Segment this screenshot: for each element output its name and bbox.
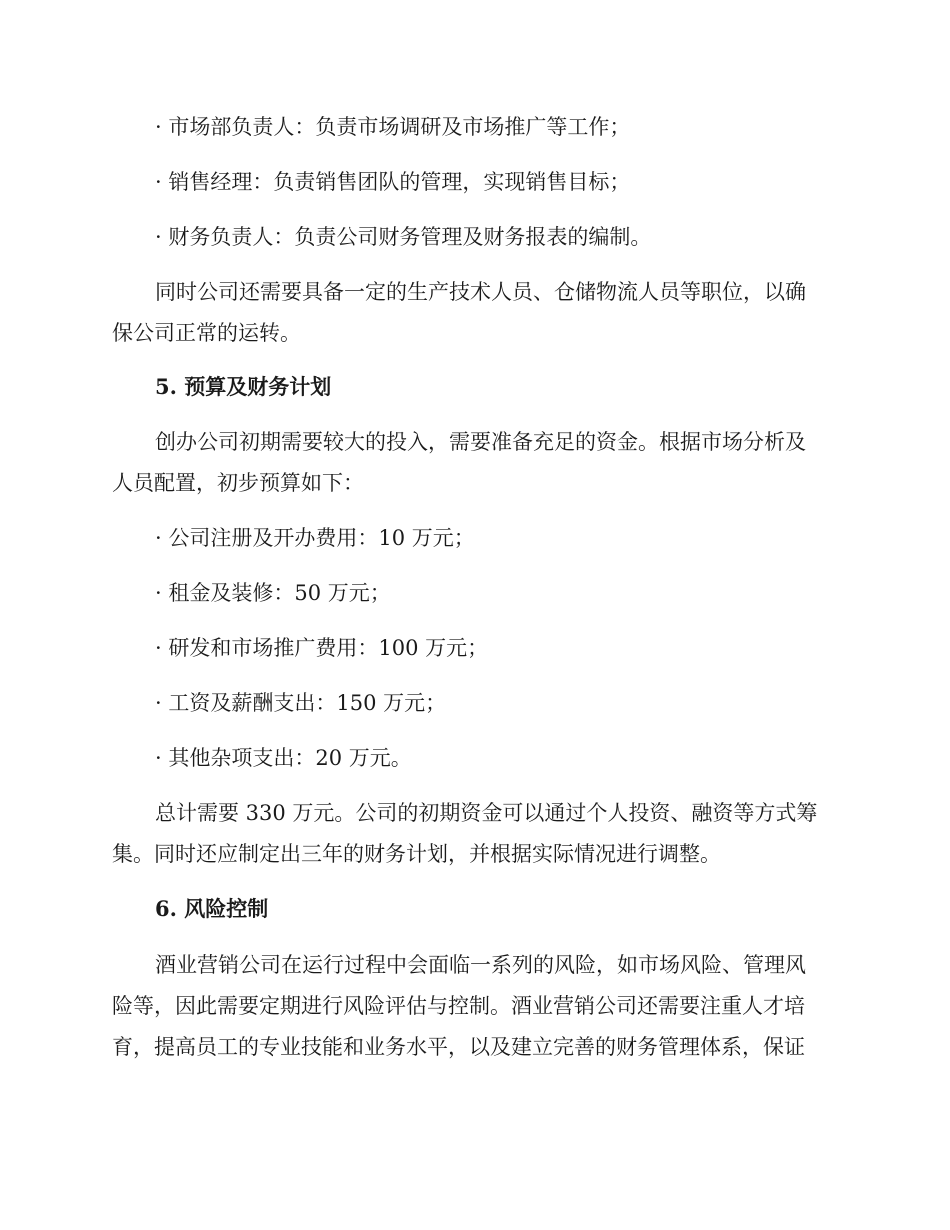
list-item-rent-cost: · 租金及装修：50 万元； (155, 581, 391, 605)
section-heading-risk: 6. 风险控制 (155, 896, 269, 921)
paragraph-staff-line-2: 保公司正常的运转。 (112, 321, 301, 345)
paragraph-budget-intro-line-2: 人员配置，初步预算如下： (112, 471, 364, 495)
list-item-rd-marketing-cost: · 研发和市场推广费用：100 万元； (155, 636, 489, 660)
list-item-marketing-head: · 市场部负责人：负责市场调研及市场推广等工作； (155, 115, 631, 139)
list-item-salary-cost: · 工资及薪酬支出：150 万元； (155, 691, 447, 715)
paragraph-risk-line-2: 险等，因此需要定期进行风险评估与控制。酒业营销公司还需要注重人才培 (112, 994, 805, 1018)
paragraph-total-line-1: 总计需要 330 万元。公司的初期资金可以通过个人投资、融资等方式筹 (155, 801, 818, 825)
list-item-registration-cost: · 公司注册及开办费用：10 万元； (155, 526, 475, 550)
paragraph-total-line-2: 集。同时还应制定出三年的财务计划，并根据实际情况进行调整。 (112, 842, 721, 866)
paragraph-staff-line-1: 同时公司还需要具备一定的生产技术人员、仓储物流人员等职位，以确 (155, 280, 806, 304)
paragraph-risk-line-3: 育，提高员工的专业技能和业务水平，以及建立完善的财务管理体系，保证 (112, 1035, 805, 1059)
paragraph-risk-line-1: 酒业营销公司在运行过程中会面临一系列的风险，如市场风险、管理风 (155, 953, 806, 977)
list-item-misc-cost: · 其他杂项支出：20 万元。 (155, 746, 412, 770)
section-heading-budget: 5. 预算及财务计划 (155, 374, 332, 399)
list-item-finance-head: · 财务负责人：负责公司财务管理及财务报表的编制。 (155, 225, 652, 249)
list-item-sales-manager: · 销售经理：负责销售团队的管理，实现销售目标； (155, 170, 631, 194)
paragraph-budget-intro-line-1: 创办公司初期需要较大的投入，需要准备充足的资金。根据市场分析及 (155, 430, 806, 454)
